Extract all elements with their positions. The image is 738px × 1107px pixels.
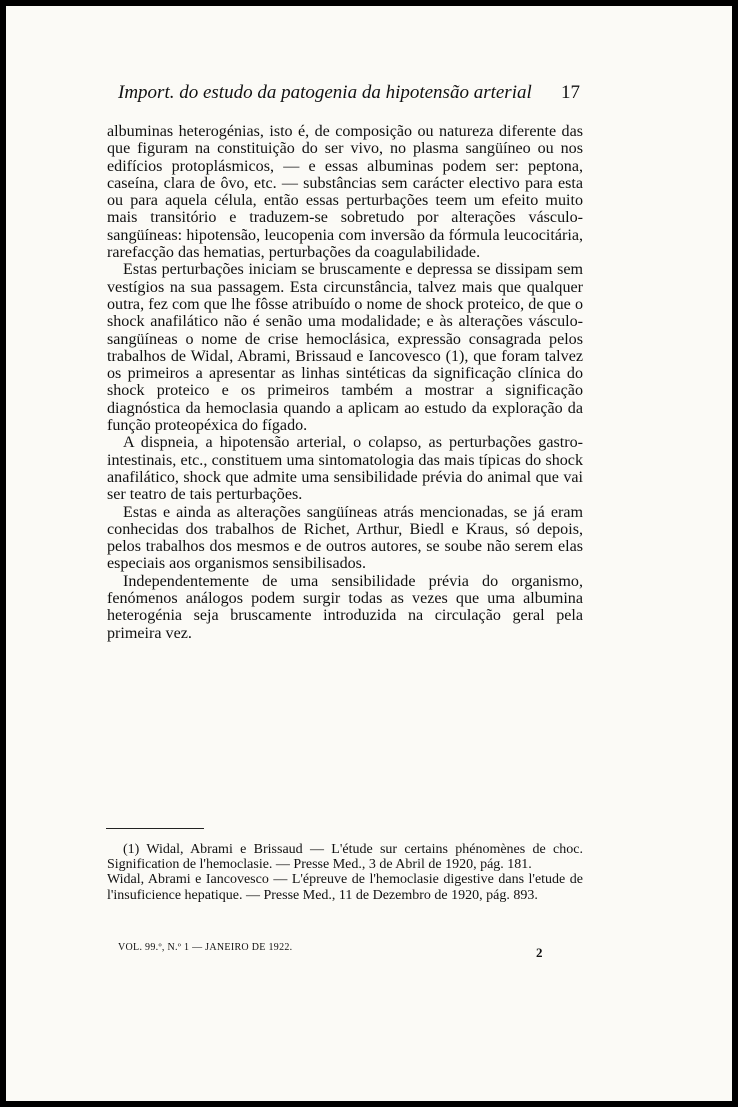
footnotes (107, 842, 583, 903)
paragraph: A dispneia, a hipotensão arterial, o colapso, as perturbações gastro-intestinais, etc., constituem uma sintomatologia das mais típicas do shock anafilático, shock que admite uma sensibilidade prévia do animal que vai ser teatro de tais perturbações. (107, 434, 583, 504)
document-page (6, 6, 732, 1101)
paragraph: Independentemente de uma sensibilidade prévia do organismo, fenómenos análogos podem surgir todas as vezes que uma albumina heterogénia seja bruscamente introduzida na circulação geral pela primeira vez. (107, 572, 583, 642)
page-number: 17 (561, 82, 580, 103)
running-header (118, 82, 580, 104)
volume-line: VOL. 99.º, N.º 1 — JANEIRO DE 1922. (118, 942, 293, 953)
footnote: Widal, Abrami e Iancovesco — L'épreuve de l'hemoclasie digestive dans l'etude de l'insuficience hepatique. — Presse Med., 11 de Dezembro de 1920, pág. 893. (107, 872, 583, 903)
paragraph: albuminas heterogénias, isto é, de composição ou natureza diferente das que figuram na constituição do ser vivo, no plasma sangüíneo ou nos edifícios protoplásmicos, — e essas albuminas podem ser: peptona, caseína, clara de ôvo, etc. — substâncias sem carácter electivo para esta ou para aquela célula, então essas perturbações teem um efeito muito mais transitório e traduzem-se sobretudo por alterações vásculo-sangüíneas: hipotensão, leucopenia com inversão da fórmula leucocitária, rarefacção das hematias, perturbações da coagulabilidade. (107, 123, 583, 262)
paragraph: Estas perturbações iniciam se bruscamente e depressa se dissipam sem vestígios na sua passagem. Esta circunstância, talvez mais que qualquer outra, fez com que lhe fôsse atribuído o nome de shock proteico, de que o shock anafilático não é senão uma modalidade; e às alterações vásculo-sangüíneas o nome de crise hemoclásica, expressão consagrada pelos trabalhos de Widal, Abrami, Brissaud e Iancovesco (1), que foram talvez os primeiros a apresentar as linhas sintéticas da significação clínica do shock proteico e os primeiros também a mostrar a significação diagnóstica da hemoclasia quando a aplicam ao estudo da exploração da função proteopéxica do fígado. (107, 261, 583, 435)
header-title: Import. do estudo da patogenia da hipotensão arterial (118, 82, 532, 103)
body-text (107, 123, 583, 642)
footnote: (1) Widal, Abrami e Brissaud — L'étude sur certains phénomènes de choc. Signification de l'hemoclasie. — Presse Med., 3 de Abril de 1920, pág. 181. (107, 842, 583, 873)
paragraph: Estas e ainda as alterações sangüíneas atrás mencionadas, se já eram conhecidas dos trabalhos de Richet, Arthur, Biedl e Kraus, só depois, pelos trabalhos dos mesmos e de outros autores, se soube não serem elas especiais aos organismos sensibilisados. (107, 503, 583, 573)
footnote-rule (106, 828, 204, 829)
signature-mark: 2 (536, 945, 543, 960)
